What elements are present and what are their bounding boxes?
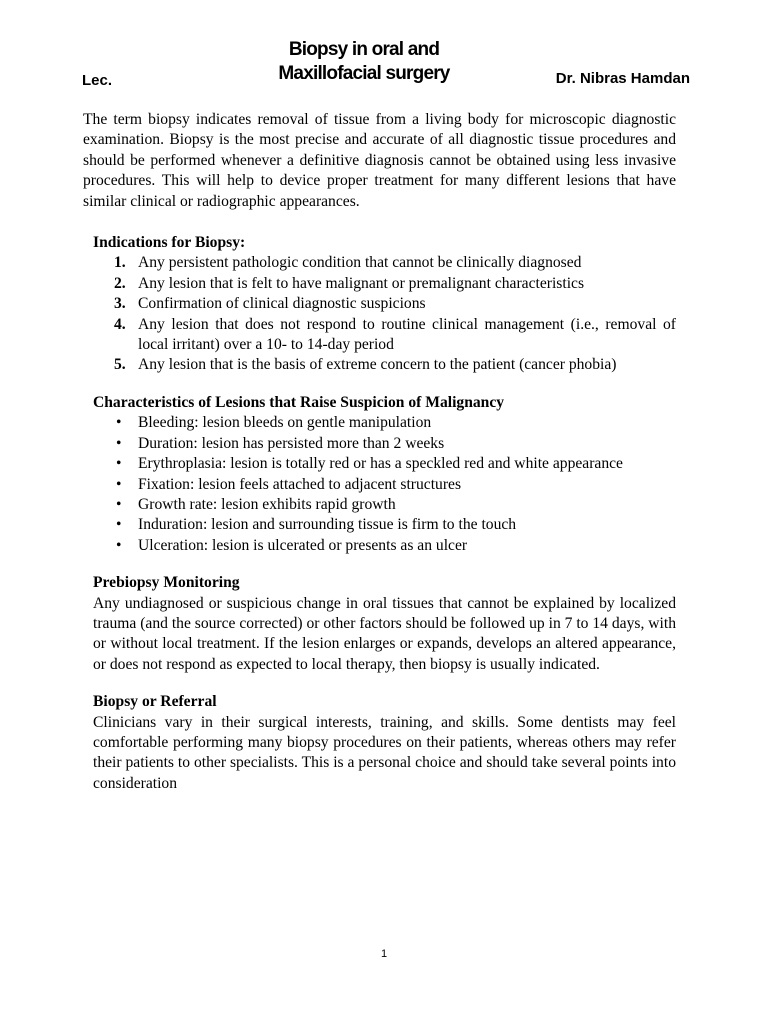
list-number: 1. <box>114 254 126 272</box>
referral-section <box>83 692 676 794</box>
bullet-icon: • <box>116 516 122 534</box>
document-title-line-1: Biopsy in oral and <box>288 39 440 60</box>
bullet-icon: • <box>116 495 122 513</box>
characteristic-text: Growth rate: lesion exhibits rapid growth <box>138 495 396 513</box>
prebiopsy-heading: Prebiopsy Monitoring <box>93 574 240 592</box>
characteristics-section <box>83 393 676 556</box>
indications-heading: Indications for Biopsy: <box>93 234 246 252</box>
bullet-icon: • <box>116 434 122 452</box>
list-number: 2. <box>114 274 126 292</box>
characteristic-item <box>93 454 676 474</box>
characteristic-text: Ulceration: lesion is ulcerated or presents as an ulcer <box>138 536 468 554</box>
indication-item <box>93 355 676 375</box>
document-body <box>83 110 676 794</box>
characteristic-item <box>93 536 676 556</box>
characteristics-list <box>93 413 676 556</box>
prebiopsy-section <box>83 573 676 675</box>
prebiopsy-paragraph: Any undiagnosed or suspicious change in oral tissues that cannot be explained by localized trauma (and the source corrected) or other factors should be followed up in 7 to 14 days, with or without local treatment. If the lesion enlarges or expands, develops an altered appearance, or does not respond as expected to local therapy, then biopsy is usually indicated. <box>93 594 676 673</box>
intro-paragraph: The term biopsy indicates removal of tissue from a living body for microscopic diagnostic examination. Biopsy is the most precise and accurate of all diagnostic tissue procedures and should be performed whenever a definitive diagnosis cannot be obtained using less invasive procedures. This will help to device proper treatment for many different lesions that have similar clinical or radiographic appearances. <box>83 111 676 210</box>
referral-heading: Biopsy or Referral <box>93 693 217 711</box>
referral-paragraph: Clinicians vary in their surgical interests, training, and skills. Some dentists may feel comfortable performing many biopsy procedures on their patients, whereas others may refer their patients to other specialists. This is a personal choice and should take several points into consideration <box>93 713 676 792</box>
bullet-icon: • <box>116 475 122 493</box>
characteristic-item <box>93 475 676 495</box>
page-header <box>0 0 768 100</box>
list-number: 4. <box>114 315 126 333</box>
characteristic-item <box>93 434 676 454</box>
indication-item <box>93 315 676 356</box>
characteristic-item <box>93 495 676 515</box>
characteristic-item <box>93 413 676 433</box>
characteristic-text: Erythroplasia: lesion is totally red or has a speckled red and white appearance <box>138 455 623 473</box>
indication-item <box>93 274 676 294</box>
characteristic-text: Fixation: lesion feels attached to adjacent structures <box>138 475 462 493</box>
indication-text: Any lesion that is the basis of extreme concern to the patient (cancer phobia) <box>138 356 617 374</box>
list-number: 5. <box>114 356 126 374</box>
indication-text: Confirmation of clinical diagnostic suspicions <box>138 295 426 313</box>
characteristic-text: Induration: lesion and surrounding tissue is firm to the touch <box>138 516 517 534</box>
indication-text: Any lesion that is felt to have malignant or premalignant characteristics <box>138 274 585 292</box>
indications-section <box>83 233 676 376</box>
lecture-label: Lec. <box>82 72 113 89</box>
indication-item <box>93 294 676 314</box>
indications-list <box>93 253 676 375</box>
list-number: 3. <box>114 295 126 313</box>
indication-text: Any lesion that does not respond to routine clinical management (i.e., removal of local irritant) over a 10- to 14-day period <box>138 315 676 354</box>
bullet-icon: • <box>116 455 122 473</box>
bullet-icon: • <box>116 536 122 554</box>
characteristic-text: Bleeding: lesion bleeds on gentle manipulation <box>138 414 432 432</box>
document-title-line-2: Maxillofacial surgery <box>278 63 450 84</box>
characteristics-heading: Characteristics of Lesions that Raise Suspicion of Malignancy <box>93 393 505 411</box>
page-number: 1 <box>380 948 388 960</box>
author-name: Dr. Nibras Hamdan <box>555 70 690 87</box>
characteristic-text: Duration: lesion has persisted more than 2 weeks <box>138 434 445 452</box>
bullet-icon: • <box>116 414 122 432</box>
indication-text: Any persistent pathologic condition that cannot be clinically diagnosed <box>138 254 582 272</box>
indication-item <box>93 253 676 273</box>
characteristic-item <box>93 515 676 535</box>
